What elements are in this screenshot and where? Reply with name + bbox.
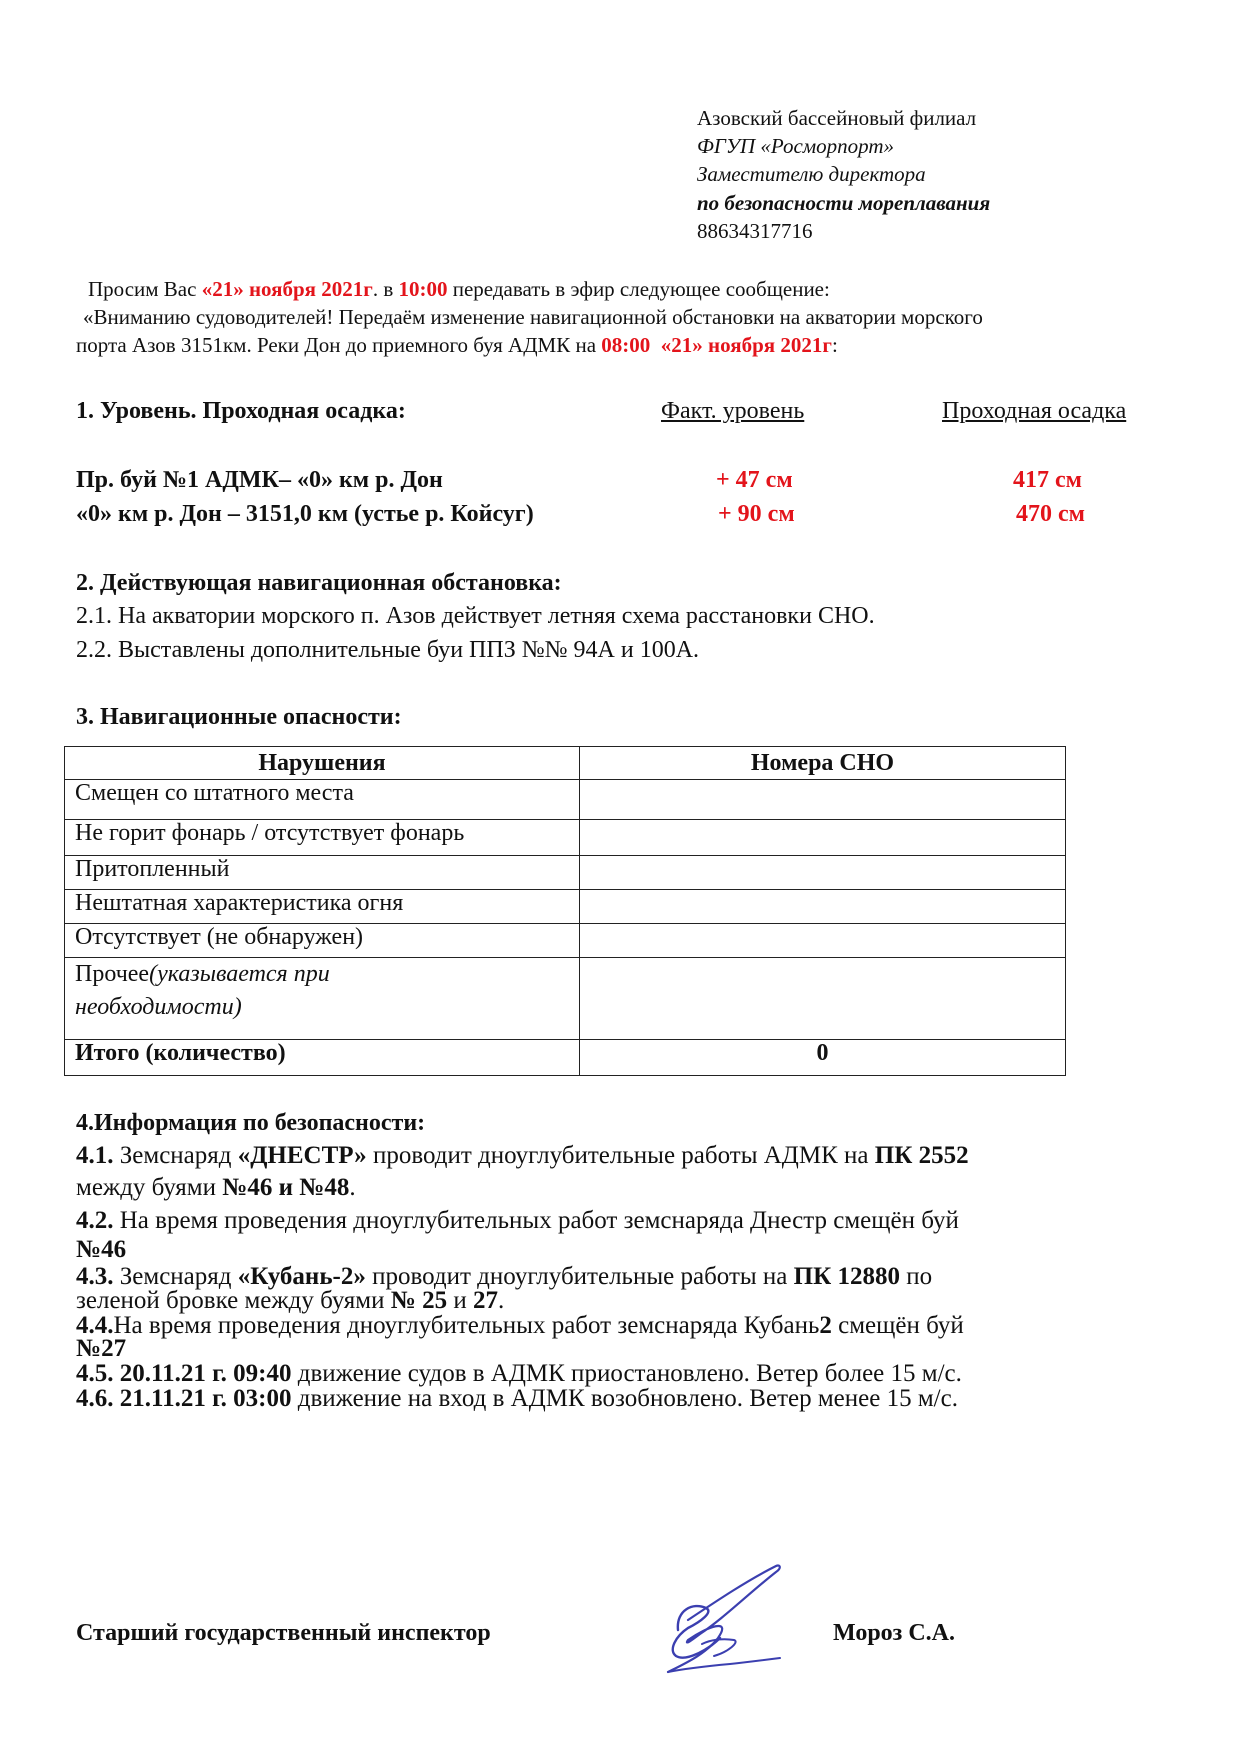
level-row-1-level: + 47 см [716, 467, 793, 493]
request-line-1: Просим Вас «21» ноября 2021г. в 10:00 передавать в эфир следующее сообщение: [88, 277, 830, 301]
col-passage-draft: Проходная осадка [942, 398, 1127, 424]
section3-title: 3. Навигационные опасности: [76, 704, 402, 730]
broadcast-time: 10:00 [398, 277, 448, 301]
recipient-phone: 88634317716 [697, 219, 813, 243]
section4-item-1-line2: между буями №46 и №48. [76, 1174, 356, 1201]
level-row-2-draft: 470 см [1016, 501, 1085, 527]
section4-item-1-line1: 4.1. Земснаряд «ДНЕСТР» проводит дноуглубительные работы АДМК на ПК 2552 [76, 1142, 969, 1169]
handwritten-signature [648, 1560, 798, 1678]
recipient-position: Заместителю директора [697, 162, 926, 186]
total-value: 0 [580, 1040, 1066, 1076]
section4-item-3-line1: 4.3. Земснаряд «Кубань-2» проводит дноуглубительные работы на ПК 12880 по [76, 1263, 933, 1290]
section4-item-6: 4.6. 21.11.21 г. 03:00 движение на вход в АДМК возобновлено. Ветер менее 15 м/с. [76, 1385, 958, 1412]
section2-title: 2. Действующая навигационная обстановка: [76, 570, 562, 596]
section4-item-4: 4.4.На время проведения дноуглубительных работ земснаряда Кубань2 смещён буй [76, 1312, 964, 1339]
table-header-row [65, 747, 1066, 780]
table-row: Притопленный [65, 856, 1066, 890]
report-date: «21» ноября 2021г [660, 333, 832, 357]
signer-position: Старший государственный инспектор [76, 1620, 491, 1646]
table-row-other: Прочее(указывается при необходимости) [65, 958, 1066, 1040]
col-fact-level: Факт. уровень [661, 398, 805, 424]
col-sno-numbers: Номера СНО [580, 747, 1066, 780]
recipient-company: ФГУП «Росморпорт» [697, 134, 895, 158]
table-row-total [65, 1040, 1066, 1076]
section4-item-2-buoy: №46 [76, 1236, 127, 1263]
signer-name: Мороз С.А. [833, 1620, 955, 1646]
hazards-table [64, 746, 1066, 1076]
section4-title: 4.Информация по безопасности: [76, 1110, 426, 1136]
col-violations: Нарушения [65, 747, 580, 780]
section4-item-4-buoy: №27 [76, 1335, 127, 1362]
table-row: Нештатная характеристика огня [65, 890, 1066, 924]
section4-item-5: 4.5. 20.11.21 г. 09:40 движение судов в АДМК приостановлено. Ветер более 15 м/с. [76, 1360, 962, 1387]
table-row: Не горит фонарь / отсутствует фонарь [65, 820, 1066, 856]
level-row-1-label: Пр. буй №1 АДМК– «0» км р. Дон [76, 467, 443, 493]
section2-item-1: 2.1. На акватории морского п. Азов действует летняя схема расстановки СНО. [76, 603, 875, 629]
request-line-2: «Вниманию судоводителей! Передаём изменение навигационной обстановки на акватории морского [83, 305, 983, 329]
section4-item-2: 4.2. На время проведения дноуглубительных работ земснаряда Днестр смещён буй [76, 1207, 959, 1234]
section4-item-3-line2: зеленой бровке между буями № 25 и 27. [76, 1287, 505, 1314]
level-row-2-level: + 90 см [718, 501, 795, 527]
request-line-3: порта Азов 3151км. Реки Дон до приемного буя АДМК на 08:00 «21» ноября 2021г: [76, 333, 838, 357]
broadcast-date: «21» ноября 2021г [201, 277, 373, 301]
table-row: Отсутствует (не обнаружен) [65, 924, 1066, 958]
section2-item-2: 2.2. Выставлены дополнительные буи ППЗ №№ 94А и 100А. [76, 637, 700, 663]
table-row: Смещен со штатного места [65, 780, 1066, 820]
recipient-department: по безопасности мореплавания [697, 191, 991, 215]
level-row-1-draft: 417 см [1013, 467, 1082, 493]
report-time: 08:00 [601, 333, 651, 357]
recipient-org: Азовский бассейновый филиал [697, 106, 977, 130]
total-label: Итого (количество) [65, 1040, 580, 1076]
level-row-2-label: «0» км р. Дон – 3151,0 км (устье р. Койсуг) [76, 501, 534, 527]
section1-title: 1. Уровень. Проходная осадка: [76, 398, 406, 424]
